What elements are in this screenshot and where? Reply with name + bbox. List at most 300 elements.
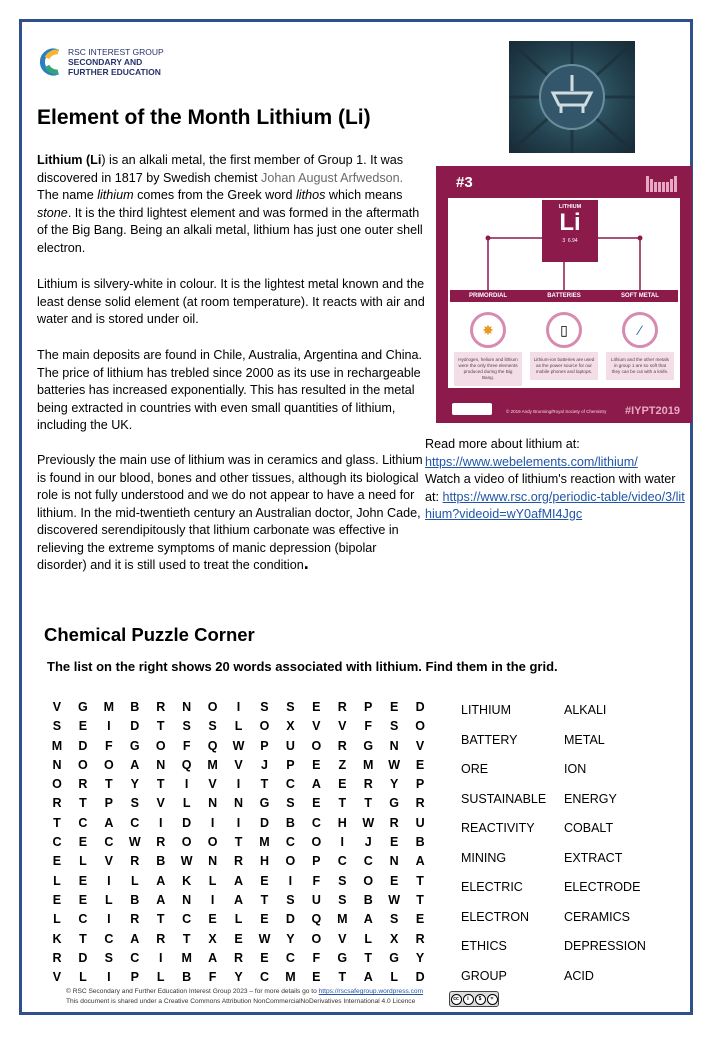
grid-letter: O — [207, 835, 218, 850]
grid-letter: E — [389, 873, 399, 888]
grid-letter: Q — [311, 912, 322, 927]
grid-letter: C — [182, 912, 192, 927]
grid-letter: N — [389, 854, 399, 869]
grid-letter: A — [130, 931, 140, 946]
by-icon: i — [463, 994, 474, 1005]
grid-letter: V — [52, 700, 62, 714]
poster-number: #3 — [456, 174, 473, 191]
grid-letter: M — [363, 757, 374, 772]
grid-letter: A — [363, 970, 373, 985]
grid-letter: L — [390, 970, 398, 985]
grid-letter: V — [104, 854, 114, 869]
grid-letter: R — [52, 950, 62, 965]
grid-letter: V — [312, 719, 321, 734]
grid-letter: A — [156, 892, 166, 907]
grid-letter: R — [234, 854, 244, 869]
grid-letter: G — [78, 700, 88, 714]
grid-letter: I — [236, 777, 241, 792]
word-row — [461, 880, 667, 910]
grid-letter: P — [130, 970, 139, 985]
grid-letter: W — [180, 854, 193, 869]
grid-letter: T — [416, 873, 424, 888]
grid-letter: I — [288, 873, 293, 888]
search-word: ALKALI — [564, 703, 607, 717]
grid-letter: I — [158, 950, 163, 965]
grid-letter: C — [311, 815, 321, 830]
grid-letter: V — [156, 796, 165, 811]
intro-text-2: The name — [37, 188, 98, 202]
grid-letter: B — [415, 835, 425, 850]
footer-link[interactable]: https://rscsafegroup.wordpress.com — [318, 988, 424, 995]
primordial-heading: PRIMORDIAL — [450, 290, 526, 302]
grid-letter: O — [155, 738, 166, 753]
grid-letter: W — [388, 757, 401, 772]
atomic-number: 3 — [562, 238, 566, 244]
grid-letter: D — [415, 700, 425, 714]
grid-letter: O — [78, 757, 88, 772]
poster-logos — [452, 403, 492, 415]
grid-letter: W — [362, 815, 375, 830]
grid-letter: L — [79, 970, 87, 985]
intro-italic-lithos: lithos — [295, 188, 326, 202]
grid-letter: C — [130, 950, 140, 965]
grid-letter: L — [234, 912, 243, 927]
phone-icon: ▯ — [546, 312, 582, 348]
rsc-logo — [40, 47, 164, 77]
grid-letter: E — [78, 892, 88, 907]
grid-letter: Y — [389, 777, 399, 792]
cc-icon: cc — [451, 994, 462, 1005]
grid-letter: P — [415, 777, 425, 792]
grid-letter: C — [337, 854, 347, 869]
explosion-icon: ✸ — [470, 312, 506, 348]
grid-letter: E — [260, 873, 269, 888]
grid-letter: N — [182, 700, 192, 714]
grid-row — [44, 891, 433, 910]
grid-letter: S — [260, 700, 269, 714]
grid-letter: C — [52, 835, 62, 850]
grid-letter: I — [107, 873, 111, 888]
search-word: METAL — [564, 732, 605, 747]
grid-row — [44, 852, 433, 871]
lithium-infographic — [436, 166, 692, 423]
grid-letter: O — [285, 854, 296, 869]
grid-letter: E — [260, 950, 269, 965]
grid-letter: V — [338, 719, 347, 734]
rsc-video-link[interactable]: https://www.rsc.org/periodic-table/video/3/lithium?videoid=wY0afMI4Jgc — [425, 489, 685, 521]
grid-letter: D — [182, 815, 192, 830]
grid-row — [44, 910, 433, 929]
deposits-paragraph: The main deposits are found in Chile, Australia, Argentina and China. The price of lithium has trebled since 2000 as its use in rechargeable batteries has increased exponentially. This has resulted in the metal being extracted in countries with even small quantities of lithium, including the UK. — [37, 348, 423, 432]
grid-letter: T — [79, 931, 87, 946]
grid-letter: C — [285, 777, 295, 792]
grid-letter: U — [285, 738, 295, 753]
watch-video-label: Watch a video of lithium's reaction with water at: — [425, 472, 676, 504]
poster-copyright: © 2019 Andy Brunning/Royal Society of Chemistry — [506, 409, 607, 414]
grid-letter: E — [208, 912, 217, 927]
grid-letter: A — [415, 854, 425, 869]
grid-letter: B — [156, 854, 166, 869]
grid-letter: I — [107, 970, 111, 985]
grid-letter: G — [337, 950, 348, 965]
bell-photo — [509, 41, 635, 153]
grid-letter: L — [182, 796, 191, 811]
search-word: ORE — [461, 762, 489, 776]
grid-letter: T — [156, 719, 165, 734]
creative-commons-badge — [449, 991, 499, 1007]
grid-letter: M — [285, 970, 296, 985]
grid-letter: W — [232, 738, 245, 753]
grid-letter: E — [312, 796, 321, 811]
grid-row — [44, 775, 433, 794]
grid-letter: A — [363, 912, 373, 927]
search-word: ELECTRIC — [461, 880, 523, 894]
poster-content — [448, 198, 680, 388]
grid-letter: S — [104, 950, 114, 965]
intro-italic-stone: stone — [37, 205, 68, 220]
word-list — [461, 703, 667, 998]
grid-letter: D — [415, 970, 425, 985]
grid-letter: T — [105, 777, 113, 792]
grid-letter: Q — [181, 757, 192, 772]
grid-letter: V — [234, 757, 243, 772]
grid-letter: N — [234, 796, 244, 811]
grid-letter: T — [364, 796, 373, 811]
grid-letter: T — [364, 950, 373, 965]
grid-row — [44, 756, 433, 775]
word-row — [461, 703, 667, 733]
grid-letter: Y — [234, 970, 243, 985]
grid-letter: P — [312, 854, 321, 869]
grid-letter: A — [311, 777, 321, 792]
grid-letter: I — [107, 912, 111, 927]
grid-letter: R — [52, 796, 62, 811]
grid-letter: S — [52, 719, 62, 734]
batteries-column — [526, 290, 602, 380]
grid-letter: E — [78, 873, 88, 888]
grid-letter: O — [311, 835, 322, 850]
grid-letter: I — [184, 777, 189, 792]
grid-letter: R — [337, 700, 347, 714]
grid-letter: S — [208, 719, 217, 734]
grid-letter: N — [208, 854, 218, 869]
search-word: BATTERY — [461, 732, 518, 747]
grid-letter: E — [260, 912, 269, 927]
grid-letter: L — [130, 873, 139, 888]
grid-row — [44, 833, 433, 852]
grid-letter: U — [415, 815, 425, 830]
grid-letter: V — [415, 738, 425, 753]
grid-letter: M — [259, 835, 270, 850]
grid-row — [44, 930, 433, 949]
grid-letter: S — [286, 796, 295, 811]
grid-letter: O — [103, 757, 114, 772]
grid-letter: E — [389, 835, 399, 850]
intro-paragraph — [37, 152, 425, 257]
grid-row — [44, 794, 433, 813]
grid-letter: V — [52, 970, 62, 985]
grid-letter: D — [259, 815, 269, 830]
grid-letter: O — [259, 719, 270, 734]
word-search-grid — [44, 698, 433, 987]
grid-letter: R — [234, 950, 244, 965]
grid-letter: R — [156, 700, 166, 714]
footer-copyright: © RSC Secondary and Further Education Interest Group 2023 – for more details go to — [66, 988, 319, 995]
grid-letter: T — [260, 892, 269, 907]
grid-letter: M — [103, 700, 115, 714]
grid-letter: D — [78, 738, 88, 753]
word-row — [461, 851, 667, 881]
grid-letter: R — [363, 777, 373, 792]
grid-letter: F — [182, 738, 191, 753]
grid-letter: N — [208, 796, 218, 811]
grid-letter: C — [363, 854, 373, 869]
grid-letter: T — [338, 796, 347, 811]
word-row — [461, 762, 667, 792]
grid-letter: W — [258, 931, 271, 946]
uses-text: Previously the main use of lithium was in ceramics and glass. Lithium is found in our blood, bones and other tissues, although its biological role is not fully understood and we do not appear to have a need for lithium. In the mid-twentieth century an Australian doctor, John Cade, discovered serendipitously that lithium carbonate was effective in relieving the extreme symptoms of manic depression (bipolar disorder) and it is still used to treat the condition — [37, 453, 423, 572]
grid-letter: X — [286, 719, 295, 734]
grid-letter: X — [389, 931, 399, 946]
intro-italic-lithium: lithium — [97, 188, 134, 202]
grid-letter: B — [363, 892, 373, 907]
grid-letter: H — [259, 854, 269, 869]
word-row — [461, 733, 667, 763]
grid-letter: K — [52, 931, 62, 946]
grid-letter: T — [182, 931, 191, 946]
grid-letter: T — [79, 796, 87, 811]
grid-letter: E — [234, 931, 243, 946]
grid-letter: R — [337, 738, 347, 753]
footer-licence: This document is shared under a Creative Commons Attribution NonCommercialNoDerivatives International 4.0 Licence — [66, 998, 416, 1005]
logo-line-3: FURTHER EDUCATION — [68, 67, 161, 77]
grid-letter: E — [312, 970, 321, 985]
grid-letter: C — [285, 835, 295, 850]
grid-letter: R — [78, 777, 88, 792]
logo-line-1: RSC INTEREST GROUP — [68, 47, 164, 57]
grid-letter: Y — [286, 931, 295, 946]
soft-metal-desc: Lithium and the other metals in group 1 are so soft that they can be cut with a knife. — [606, 352, 674, 380]
periodic-table-icon — [646, 176, 680, 192]
grid-letter: T — [260, 777, 269, 792]
grid-letter: I — [210, 892, 215, 907]
grid-letter: F — [312, 873, 321, 888]
intro-text-5: . It is the third lightest element and was formed in the aftermath of the Big Bang. Being an alkali metal, lithium has just one outer shell electron. — [37, 205, 423, 255]
grid-letter: F — [364, 719, 373, 734]
puzzle-instructions: The list on the right shows 20 words associated with lithium. Find them in the grid. — [47, 659, 558, 674]
grid-letter: N — [182, 892, 192, 907]
grid-row — [44, 737, 433, 756]
grid-letter: A — [234, 892, 244, 907]
logo-line-2: SECONDARY AND — [68, 57, 143, 67]
grid-letter: Y — [130, 777, 139, 792]
grid-letter: O — [311, 738, 322, 753]
grid-letter: G — [389, 796, 400, 811]
grid-letter: D — [130, 719, 140, 734]
grid-row — [44, 872, 433, 891]
grid-letter: P — [364, 700, 373, 714]
search-word: CERAMICS — [564, 909, 630, 924]
grid-letter: N — [389, 738, 399, 753]
grid-letter: Z — [338, 757, 347, 772]
word-row — [461, 939, 667, 969]
footer — [66, 987, 456, 1007]
uses-period: . — [303, 553, 309, 573]
grid-letter: A — [156, 873, 166, 888]
primordial-column — [450, 290, 526, 386]
grid-row — [44, 949, 433, 968]
word-row — [461, 910, 667, 940]
word-row — [461, 792, 667, 822]
search-word: SUSTAINABLE — [461, 791, 547, 806]
grid-letter: F — [105, 738, 113, 753]
read-more-label: Read more about lithium at: — [425, 437, 580, 451]
search-word: COBALT — [564, 821, 614, 835]
batteries-heading: BATTERIES — [526, 290, 602, 302]
grid-letter: R — [415, 796, 425, 811]
grid-letter: A — [208, 950, 218, 965]
grid-letter: O — [207, 700, 218, 714]
grid-letter: F — [312, 950, 321, 965]
grid-letter: W — [388, 892, 401, 907]
grid-letter: T — [156, 912, 165, 927]
search-word: ENERGY — [564, 791, 617, 806]
intro-text-4: which means — [325, 188, 403, 202]
further-reading — [425, 436, 687, 524]
grid-letter: R — [156, 835, 166, 850]
grid-letter: X — [208, 931, 217, 946]
grid-letter: O — [52, 777, 62, 792]
grid-letter: I — [236, 815, 241, 830]
grid-letter: T — [416, 892, 424, 907]
grid-letter: S — [286, 892, 295, 907]
grid-letter: W — [128, 835, 141, 850]
grid-letter: P — [104, 796, 114, 811]
grid-letter: P — [286, 757, 295, 772]
grid-letter: E — [312, 700, 321, 714]
grid-letter: G — [389, 950, 400, 965]
grid-letter: L — [53, 912, 61, 927]
search-word: ETHICS — [461, 939, 507, 953]
grid-letter: L — [156, 970, 165, 985]
knife-icon: ⁄ — [622, 312, 658, 348]
grid-letter: T — [156, 777, 165, 792]
grid-letter: S — [286, 700, 295, 714]
uses-paragraph — [37, 452, 427, 575]
grid-letter: I — [340, 835, 345, 850]
grid-letter: I — [236, 700, 241, 714]
grid-letter: S — [338, 873, 347, 888]
word-row — [461, 821, 667, 851]
grid-row — [44, 717, 433, 736]
grid-letter: L — [53, 873, 61, 888]
grid-letter: S — [338, 892, 347, 907]
grid-letter: Q — [207, 738, 218, 753]
grid-letter: R — [130, 912, 140, 927]
grid-letter: F — [208, 970, 217, 985]
grid-letter: G — [129, 738, 140, 753]
primordial-desc: Hydrogen, helium and lithium were the only three elements produced during the Big Bang. — [454, 352, 522, 386]
grid-letter: E — [52, 854, 62, 869]
grid-letter: V — [208, 777, 217, 792]
grid-letter: B — [130, 892, 140, 907]
grid-letter: E — [78, 719, 88, 734]
grid-letter: C — [104, 835, 114, 850]
puzzle-title: Chemical Puzzle Corner — [44, 624, 255, 645]
grid-row — [44, 968, 433, 987]
grid-letter: R — [389, 815, 399, 830]
grid-letter: P — [260, 738, 269, 753]
soft-metal-column — [602, 290, 678, 380]
grid-letter: M — [51, 738, 63, 753]
grid-letter: N — [156, 757, 166, 772]
grid-letter: U — [311, 892, 321, 907]
search-word: ELECTRODE — [564, 880, 641, 894]
grid-letter: O — [415, 719, 425, 734]
grid-letter: G — [363, 738, 374, 753]
grid-letter: D — [285, 912, 295, 927]
discoverer-name: Johan August Arfwedson. — [261, 170, 404, 185]
grid-letter: K — [182, 873, 192, 888]
grid-letter: R — [156, 931, 166, 946]
grid-letter: B — [285, 815, 295, 830]
element-tile — [542, 200, 598, 262]
search-word: EXTRACT — [564, 850, 623, 865]
webelements-link[interactable]: https://www.webelements.com/lithium/ — [425, 454, 638, 469]
grid-letter: E — [415, 757, 425, 772]
grid-letter: S — [182, 719, 191, 734]
grid-letter: O — [311, 931, 322, 946]
grid-letter: J — [364, 835, 372, 850]
grid-letter: M — [337, 912, 348, 927]
search-word: DEPRESSION — [564, 939, 646, 953]
element-symbol: Li — [559, 209, 581, 236]
grid-letter: C — [130, 815, 140, 830]
grid-letter: I — [210, 815, 215, 830]
search-word: GROUP — [461, 968, 507, 983]
grid-letter: L — [364, 931, 373, 946]
grid-letter: L — [208, 873, 217, 888]
grid-row — [44, 698, 433, 717]
search-word: ELECTRON — [461, 909, 530, 924]
atomic-mass: 6.94 — [567, 238, 578, 244]
grid-letter: A — [130, 757, 140, 772]
grid-letter: N — [52, 757, 62, 772]
search-word: REACTIVITY — [461, 821, 535, 835]
grid-letter: E — [338, 777, 347, 792]
grid-letter: T — [338, 970, 347, 985]
grid-letter: M — [181, 950, 192, 965]
grid-letter: T — [53, 815, 61, 830]
grid-letter: C — [78, 815, 88, 830]
nd-icon: = — [487, 994, 498, 1005]
grid-letter: C — [259, 970, 269, 985]
search-word: ACID — [564, 968, 594, 983]
grid-letter: B — [182, 970, 192, 985]
grid-letter: Y — [415, 950, 425, 965]
batteries-desc: Lithium-ion batteries are used as the power source for our mobile phones and laptops. — [530, 352, 598, 380]
grid-letter: H — [337, 815, 347, 830]
grid-letter: M — [207, 757, 218, 772]
grid-letter: V — [338, 931, 347, 946]
grid-letter: S — [130, 796, 139, 811]
poster-hashtag: #IYPT2019 — [624, 405, 680, 417]
grid-letter: C — [78, 912, 88, 927]
grid-letter: C — [285, 950, 295, 965]
grid-letter: J — [260, 757, 268, 772]
grid-letter: S — [389, 719, 399, 734]
grid-letter: O — [363, 873, 374, 888]
